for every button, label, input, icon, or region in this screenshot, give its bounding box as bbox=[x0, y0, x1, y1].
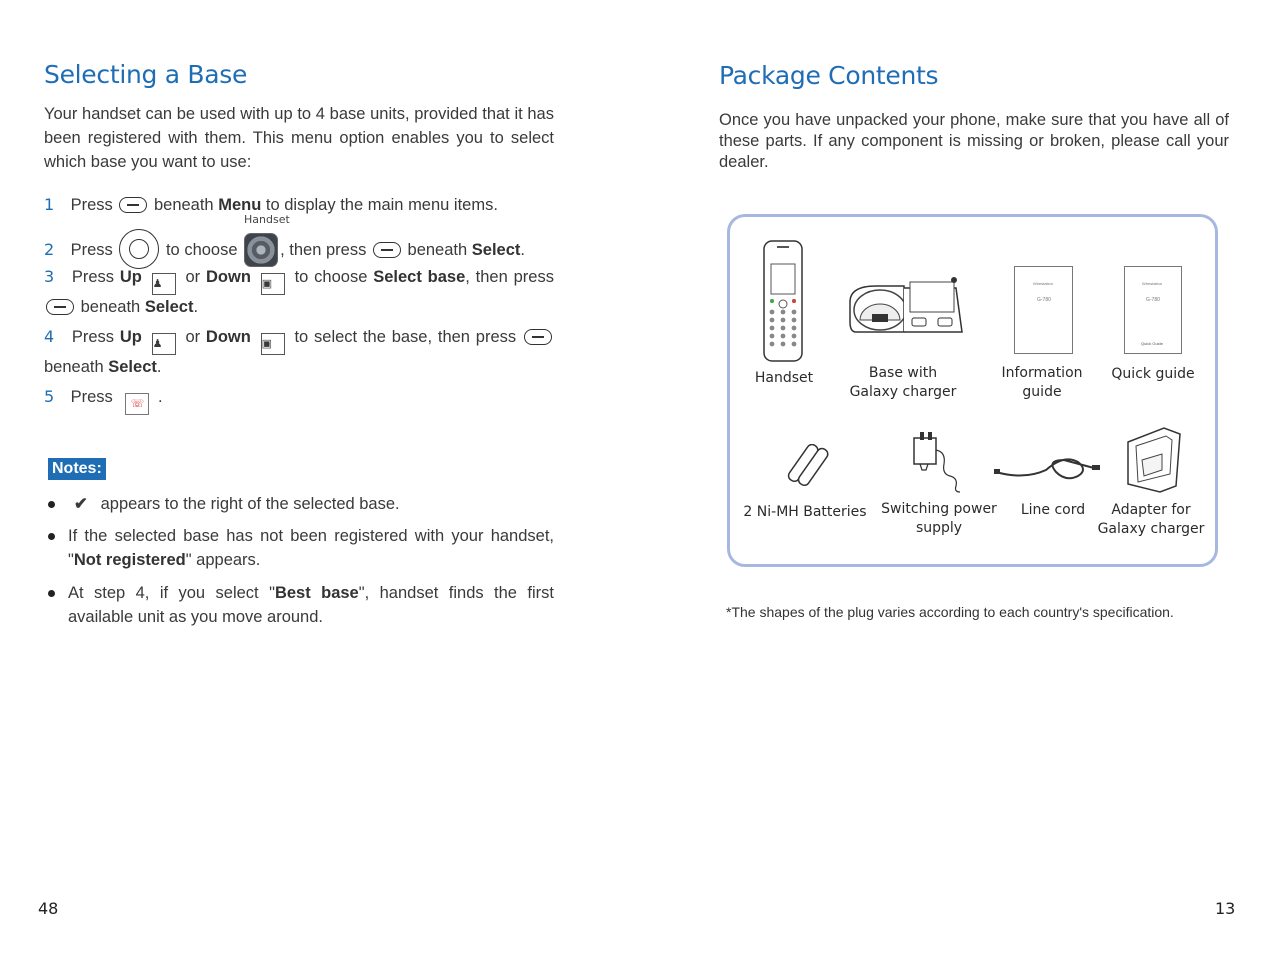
down-keyword: Down bbox=[205, 328, 251, 346]
step-text: or bbox=[185, 268, 201, 286]
select-base-keyword: Select base bbox=[373, 268, 466, 286]
step-text: to display the main menu items. bbox=[265, 196, 498, 214]
item-label-handset bbox=[742, 369, 826, 388]
step-4 bbox=[44, 325, 554, 379]
note-text: If the selected base has not been registered with your handset, " bbox=[68, 527, 554, 569]
softkey-icon bbox=[46, 299, 74, 315]
information-guide-booklet bbox=[1014, 266, 1073, 354]
handset-illustration bbox=[763, 240, 803, 362]
quick-guide-booklet bbox=[1124, 266, 1182, 354]
item-label-line: 2 Ni-MH Batteries bbox=[743, 504, 867, 520]
adapter-illustration bbox=[1124, 426, 1182, 494]
step-2 bbox=[44, 229, 554, 269]
up-keyword: Up bbox=[119, 268, 142, 286]
line-cord-illustration bbox=[994, 450, 1104, 488]
end-call-key-icon: ☏ bbox=[125, 393, 149, 415]
step-3 bbox=[44, 265, 554, 319]
note-text: " appears. bbox=[185, 551, 261, 569]
right-intro: Once you have unpacked your phone, make sure that you have all of these parts. If any component is missing or broken, please call your dealer. bbox=[719, 111, 1229, 171]
right-page-number: 13 bbox=[1215, 899, 1236, 918]
step-1 bbox=[44, 193, 554, 217]
step-text: . bbox=[157, 388, 163, 406]
item-label-batteries bbox=[736, 503, 874, 522]
step-text: beneath bbox=[153, 196, 214, 214]
step-text: . bbox=[193, 298, 199, 316]
item-label-line: Handset bbox=[754, 370, 814, 386]
down-key-icon: ▣ bbox=[261, 333, 285, 355]
item-label-information-guide bbox=[987, 364, 1097, 402]
select-keyword: Select bbox=[144, 298, 194, 316]
up-keyword: Up bbox=[119, 328, 142, 346]
item-label-line: Galaxy charger bbox=[1097, 521, 1205, 537]
handset-icon-label: Handset bbox=[244, 213, 290, 226]
step-text: beneath bbox=[44, 358, 104, 376]
step-text: to select the base, then press bbox=[294, 328, 517, 346]
softkey-icon bbox=[119, 197, 147, 213]
right-page-title: Package Contents bbox=[719, 61, 939, 90]
step-text: Press bbox=[70, 388, 113, 406]
note-item bbox=[44, 524, 554, 572]
item-label-power-supply bbox=[872, 500, 1006, 538]
up-key-icon: ♟ bbox=[152, 273, 176, 295]
step-number: 5 bbox=[44, 387, 55, 406]
step-text: to choose bbox=[294, 268, 368, 286]
step-text: beneath bbox=[407, 241, 468, 259]
not-registered-keyword: Not registered bbox=[73, 551, 186, 569]
step-text: . bbox=[156, 358, 162, 376]
note-item bbox=[44, 492, 554, 516]
item-label-line: Galaxy charger bbox=[849, 384, 957, 400]
handset-settings-icon bbox=[244, 233, 278, 267]
quick-guide-title: Quick Guide bbox=[1141, 341, 1164, 346]
step-text: beneath bbox=[80, 298, 141, 316]
guide-brand: Wirestation bbox=[1142, 281, 1163, 286]
base-charger-illustration bbox=[846, 274, 964, 336]
note-text: At step 4, if you select " bbox=[68, 584, 275, 602]
step-text: to choose bbox=[165, 241, 238, 259]
step-text: or bbox=[185, 328, 201, 346]
left-page-number: 48 bbox=[38, 899, 59, 918]
note-text: appears to the right of the selected base. bbox=[100, 495, 400, 513]
note-item bbox=[44, 581, 554, 629]
notes-badge: Notes: bbox=[48, 458, 106, 480]
batteries-illustration bbox=[783, 444, 829, 488]
guide-model: G-780 bbox=[1037, 297, 1051, 303]
softkey-icon bbox=[524, 329, 552, 345]
step-text: Press bbox=[70, 241, 113, 259]
step-text: , then press bbox=[280, 241, 367, 259]
step-text: Press bbox=[71, 328, 114, 346]
select-keyword: Select bbox=[471, 241, 521, 259]
step-number: 4 bbox=[44, 327, 55, 346]
step-5 bbox=[44, 385, 554, 415]
power-supply-illustration bbox=[906, 430, 966, 494]
menu-keyword: Menu bbox=[218, 196, 262, 214]
step-text: Press bbox=[70, 196, 113, 214]
step-number: 2 bbox=[44, 240, 55, 259]
item-label-line: Line cord bbox=[1020, 502, 1086, 518]
item-label-line: Information bbox=[1001, 365, 1083, 381]
step-text: Press bbox=[71, 268, 115, 286]
guide-model: G-780 bbox=[1146, 297, 1160, 303]
guide-brand: Wirestation bbox=[1033, 281, 1054, 286]
plug-shape-footnote: *The shapes of the plug varies according to each country's specification. bbox=[726, 604, 1174, 620]
left-intro: Your handset can be used with up to 4 base units, provided that it has been registered with them. This menu option enables you to select which base you want to use: bbox=[44, 105, 554, 171]
select-keyword: Select bbox=[108, 358, 157, 376]
item-label-line: Switching power bbox=[881, 501, 997, 517]
up-key-icon: ♟ bbox=[152, 333, 176, 355]
item-label-base bbox=[838, 364, 968, 402]
check-icon: ✔ bbox=[74, 495, 88, 513]
item-label-line: Adapter for bbox=[1111, 502, 1191, 518]
down-key-icon: ▣ bbox=[261, 273, 285, 295]
item-label-line: Base with bbox=[868, 365, 938, 381]
navigation-key-icon bbox=[119, 229, 159, 269]
item-label-line: Quick guide bbox=[1111, 366, 1195, 382]
item-label-line-cord bbox=[1008, 501, 1098, 520]
best-base-keyword: Best base bbox=[274, 584, 359, 602]
down-keyword: Down bbox=[206, 268, 251, 286]
step-number: 1 bbox=[44, 195, 55, 214]
step-number: 3 bbox=[44, 267, 55, 286]
step-text: , then press bbox=[465, 268, 554, 286]
item-label-adapter bbox=[1090, 501, 1212, 539]
step-text: . bbox=[520, 241, 525, 259]
note-text: ", handset finds the first available unit as you move around. bbox=[68, 584, 554, 626]
item-label-quick-guide bbox=[1100, 365, 1206, 384]
item-label-line: guide bbox=[1022, 384, 1062, 400]
item-label-line: supply bbox=[915, 520, 963, 536]
left-page-title: Selecting a Base bbox=[44, 60, 248, 89]
softkey-icon bbox=[373, 242, 401, 258]
